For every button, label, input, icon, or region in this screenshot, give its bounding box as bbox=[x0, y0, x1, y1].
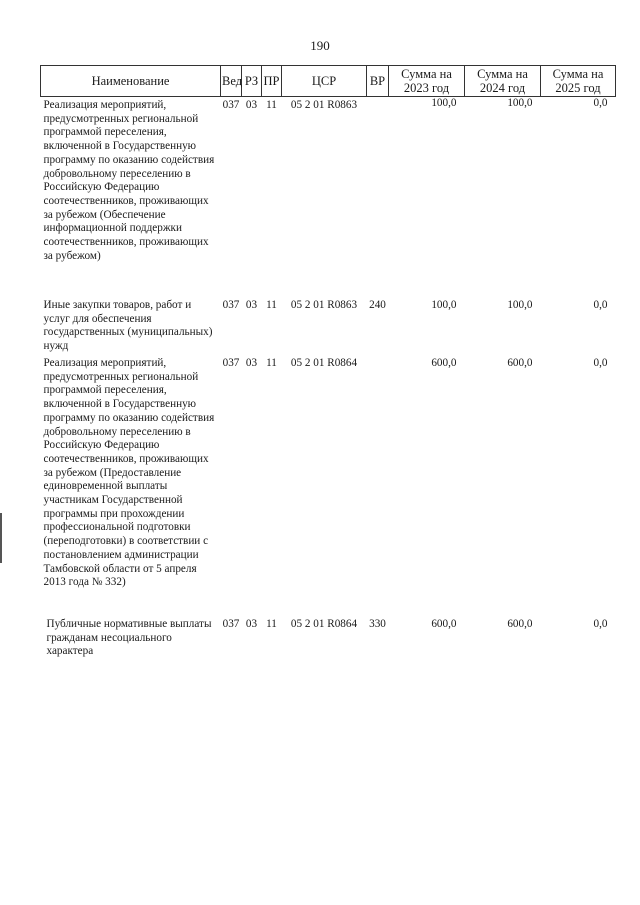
row-rz: 03 bbox=[245, 357, 258, 369]
row-rz: 03 bbox=[245, 618, 258, 630]
row-name: Реализация мероприятий, предусмотренных региональной программой переселения, включенной в Государственную программу по оказанию содействия добровольному переселению в Российскую Федерацию соотечественников, проживающих за рубежом (Обеспечение информационной поддержки соотечественников, проживающих за рубежом) bbox=[43, 99, 215, 262]
table-header-row bbox=[41, 66, 616, 97]
row-vr: 330 bbox=[369, 618, 386, 630]
row-sum-2024: 600,0 bbox=[507, 357, 533, 369]
header-pr: ПР bbox=[262, 66, 282, 97]
row-name: Иные закупки товаров, работ и услуг для обеспечения государственных (муниципальных) нужд bbox=[43, 299, 213, 353]
row-pr: 11 bbox=[266, 99, 277, 111]
header-sum-2024: Сумма на 2024 год bbox=[465, 66, 541, 97]
row-pr: 11 bbox=[266, 618, 277, 630]
row-name: Публичные нормативные выплаты гражданам несоциального характера bbox=[46, 618, 212, 658]
row-vr: 240 bbox=[369, 299, 386, 311]
row-sum-2023: 600,0 bbox=[431, 618, 457, 630]
row-pr: 11 bbox=[266, 299, 277, 311]
row-sum-2023: 100,0 bbox=[431, 299, 457, 311]
header-name: Наименование bbox=[41, 66, 221, 97]
row-csr: 05 2 01 R0863 bbox=[290, 299, 358, 311]
header-ved: Вед bbox=[221, 66, 242, 97]
table-row bbox=[41, 618, 616, 659]
row-ved: 037 bbox=[222, 299, 240, 311]
row-sum-2025: 0,0 bbox=[593, 299, 608, 311]
row-csr: 05 2 01 R0864 bbox=[290, 618, 358, 630]
row-rz: 03 bbox=[245, 99, 258, 111]
row-vr bbox=[367, 97, 389, 300]
row-sum-2023: 100,0 bbox=[431, 97, 457, 109]
row-ved: 037 bbox=[222, 357, 240, 369]
page-number: 190 bbox=[310, 38, 330, 53]
row-sum-2025: 0,0 bbox=[593, 97, 608, 109]
row-sum-2023: 600,0 bbox=[431, 357, 457, 369]
header-rz: РЗ bbox=[242, 66, 262, 97]
table-row bbox=[41, 357, 616, 618]
row-sum-2025: 0,0 bbox=[593, 618, 608, 630]
header-sum-2025: Сумма на 2025 год bbox=[541, 66, 616, 97]
row-pr: 11 bbox=[266, 357, 277, 369]
header-sum-2023: Сумма на 2023 год bbox=[389, 66, 465, 97]
row-rz: 03 bbox=[245, 299, 258, 311]
row-sum-2025: 0,0 bbox=[593, 357, 608, 369]
row-ved: 037 bbox=[222, 618, 240, 630]
row-csr: 05 2 01 R0864 bbox=[290, 357, 358, 369]
row-vr bbox=[367, 357, 389, 618]
header-csr: ЦСР bbox=[282, 66, 367, 97]
budget-table bbox=[40, 65, 616, 659]
row-name: Реализация мероприятий, предусмотренных региональной программой переселения, включенной в Государственную программу по оказанию содействия добровольному переселению в Российскую Федерацию соотечественников, проживающих за рубежом (Предоставление единовременной выплаты участникам Государственной программы при прохождении профессиональной подготовки (переподготовки) в соответствии с постановлением администрации Тамбовской области от 5 апреля 2013 года № 332) bbox=[43, 357, 215, 589]
header-vr: ВР bbox=[367, 66, 389, 97]
row-sum-2024: 100,0 bbox=[507, 97, 533, 109]
row-ved: 037 bbox=[222, 99, 240, 111]
row-csr: 05 2 01 R0863 bbox=[290, 99, 358, 111]
row-sum-2024: 600,0 bbox=[507, 618, 533, 630]
row-sum-2024: 100,0 bbox=[507, 299, 533, 311]
table-row bbox=[41, 97, 616, 300]
binding-edge-mark bbox=[0, 513, 2, 563]
table-row bbox=[41, 299, 616, 357]
